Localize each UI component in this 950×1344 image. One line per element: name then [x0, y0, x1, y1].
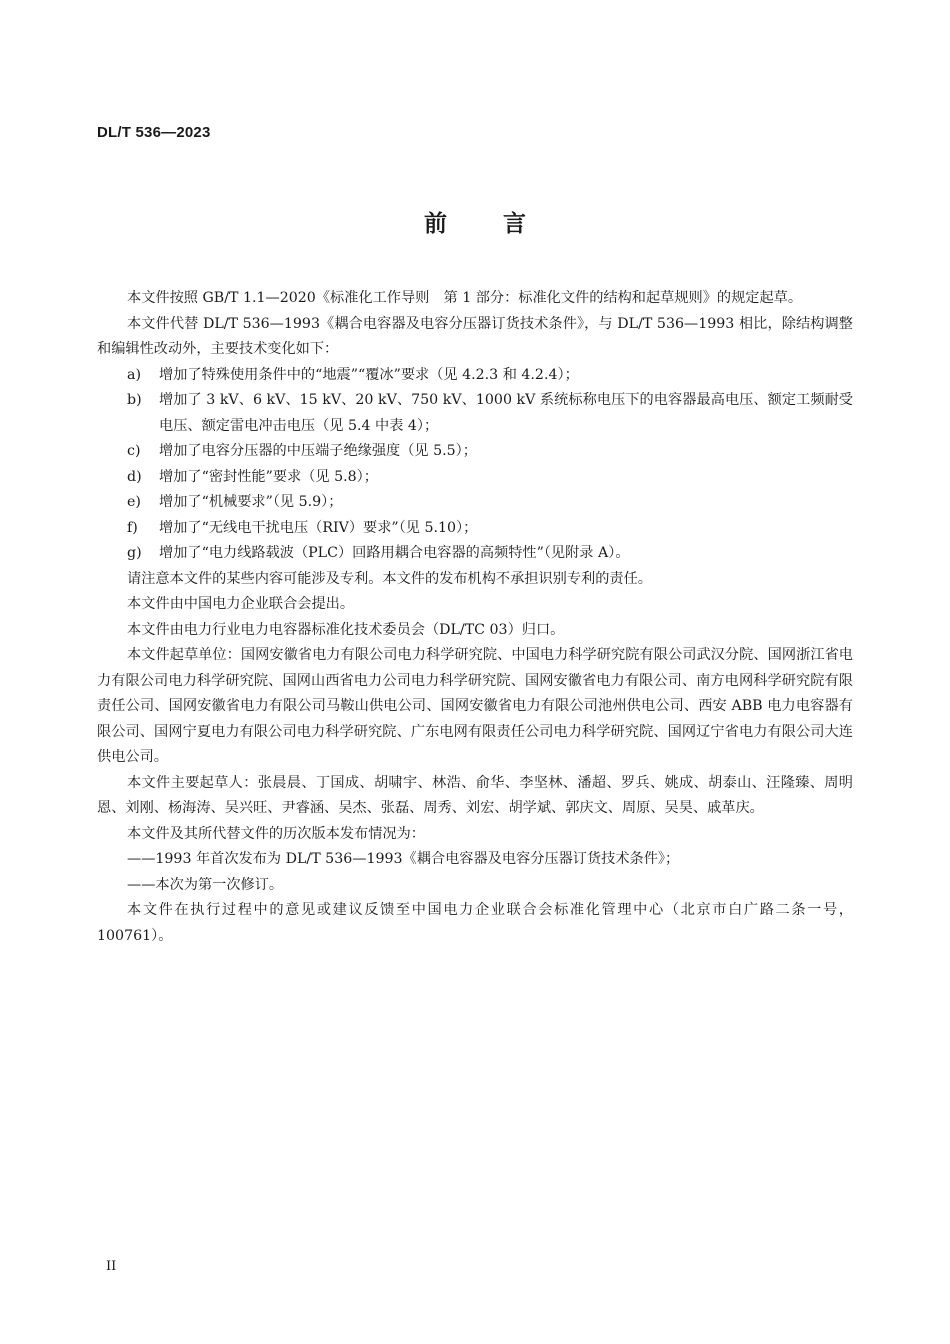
- page-number: II: [106, 1259, 117, 1274]
- paragraph-history-intro: 本文件及其所代替文件的历次版本发布情况为：: [127, 825, 425, 842]
- paragraph-drafting-rule: 本文件按照 GB/T 1.1—2020《标准化工作导则 第 1 部分：标准化文件的结构和起草规则》的规定起草。: [127, 290, 803, 306]
- list-item-text: 增加了特殊使用条件中的“地震”“覆冰”要求（见 4.2.3 和 4.2.4）；: [159, 366, 579, 383]
- list-item-marker: e): [127, 494, 141, 510]
- list-item: [97, 439, 853, 465]
- history-item: ——1993 年首次发布为 DL/T 536—1993《耦合电容器及电容分压器订货技术条件》；: [127, 851, 680, 867]
- paragraph-drafters: 本文件主要起草人：张晨晨、丁国成、胡啸宇、林浩、俞华、李坚林、潘超、罗兵、姚成、胡泰山、汪隆臻、周明恩、刘刚、杨海涛、吴兴旺、尹睿涵、吴杰、张磊、周秀、刘宏、胡学斌、郭庆文、周原、吴昊、戚革庆。: [97, 774, 853, 816]
- foreword-body: [97, 286, 853, 949]
- list-item: [97, 363, 853, 389]
- paragraph-proposer: 本文件由中国电力企业联合会提出。: [127, 596, 355, 612]
- paragraph-feedback: 本文件在执行过程中的意见或建议反馈至中国电力企业联合会标准化管理中心（北京市白广路二条一号，100761）。: [97, 902, 853, 944]
- list-item: [97, 465, 853, 491]
- paragraph-centralized-management: 本文件由电力行业电力电容器标准化技术委员会（DL/TC 03）归口。: [127, 621, 565, 638]
- paragraph-drafting-units: 本文件起草单位：国网安徽省电力有限公司电力科学研究院、中国电力科学研究院有限公司武汉分院、国网浙江省电力有限公司电力科学研究院、国网山西省电力公司电力科学研究院、国网安徽省电力有限公司、南方电网科学研究院有限责任公司、国网安徽省电力有限公司马鞍山供电公司、国网安徽省电力有限公司池州供电公司、西安 ABB 电力电容器有限公司、国网宁夏电力有限公司电力科学研究院、广东电网有限责任公司电力科学研究院、国网辽宁省电力有限公司大连供电公司。: [97, 647, 853, 765]
- list-item-marker: c): [127, 443, 141, 459]
- document-number: DL/T 536—2023: [97, 124, 211, 141]
- list-item-marker: b): [127, 392, 142, 408]
- list-item-marker: d): [127, 468, 142, 485]
- list-item-text: 增加了“无线电干扰电压（RIV）要求”（见 5.10）；: [159, 519, 478, 536]
- list-item-text: 增加了“机械要求”（见 5.9）；: [159, 494, 343, 510]
- page-title: 前言: [424, 211, 582, 237]
- list-item-text: 增加了“密封性能”要求（见 5.8）；: [159, 468, 378, 485]
- list-item: [97, 490, 853, 516]
- list-item-marker: a): [127, 366, 141, 383]
- list-item: [97, 516, 853, 542]
- changes-list: [97, 363, 853, 567]
- list-item-text: 增加了 3 kV、6 kV、15 kV、20 kV、750 kV、1000 kV 系统标称电压下的电容器最高电压、额定工频耐受电压、额定雷电冲击电压（见 5.4 中表 4）；: [159, 392, 853, 434]
- list-item: [97, 541, 853, 567]
- paragraph-patent-notice: 请注意本文件的某些内容可能涉及专利。本文件的发布机构不承担识别专利的责任。: [127, 570, 652, 587]
- history-item: ——本次为第一次修订。: [127, 876, 284, 893]
- list-item-marker: f): [127, 519, 138, 536]
- list-item-text: 增加了电容分压器的中压端子绝缘强度（见 5.5）；: [159, 443, 477, 459]
- list-item-marker: g): [127, 545, 142, 561]
- list-item-text: 增加了“电力线路载波（PLC）回路用耦合电容器的高频特性”（见附录 A）。: [159, 545, 630, 561]
- list-item: [97, 388, 853, 439]
- paragraph-replacement: 本文件代替 DL/T 536—1993《耦合电容器及电容分压器订货技术条件》，与 DL/T 536—1993 相比，除结构调整和编辑性改动外，主要技术变化如下：: [97, 315, 853, 357]
